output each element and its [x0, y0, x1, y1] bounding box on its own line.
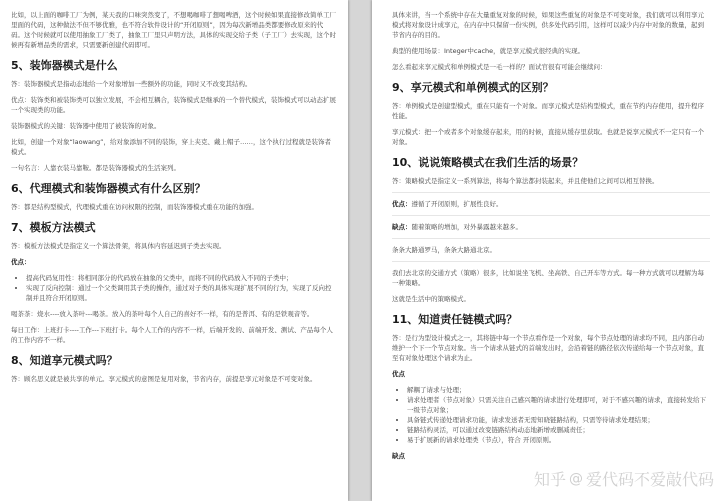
paragraph: 比如，以上面的咖啡工厂为例，某天我的口味突然变了，不想喝咖啡了想喝啤酒，这个时候如果直接修改简单工厂里面的代码，这种做法不但不够优雅，也不符合软件设计的“开闭原则”，因为每次新增品类都要修改原来的代码。这个时候就可以使用抽象工厂类了，抽象工厂里只声明方法，具体的实现交给子类（子工厂）去实现，这个时候再有新增品类的需求，只需要新创建代码即可。: [11, 11, 336, 49]
list-item: • 具备链式传递处理请求功能，请求发送者无需知晓链路结构，只需等待请求处理结果；: [407, 415, 710, 425]
paragraph: 这就是生活中的策略模式。: [392, 295, 470, 303]
section-heading-8: 8、知道享元模式吗？: [11, 354, 118, 367]
list-item: • 提高代码复用性：将相同部分的代码放在抽象的父类中，而将不同的代码放入不同的子类中；: [26, 273, 336, 283]
section-heading-11: 11、知道责任链模式吗？: [392, 313, 518, 326]
advantages-label: 优点：: [11, 258, 31, 266]
watermark-separator: @: [568, 470, 583, 487]
watermark-author: 爱代码不爱敲代码: [585, 470, 714, 489]
watermark: [534, 467, 714, 490]
divider: [392, 238, 710, 239]
paragraph: 缺点：随着策略的增加，对外暴露越来越多。: [392, 223, 522, 231]
page-left: [0, 0, 348, 501]
advantages-label: 优点: [392, 370, 405, 378]
list-item: • 请求处理者（节点对象）只需关注自己感兴趣的请求进行处理即可，对于不感兴趣的请求，直接转发给下一级节点对象；: [407, 395, 710, 415]
paragraph: 答：都是结构型模式，代理模式重在访问权限的控制，而装饰器模式重在功能的加强。: [11, 203, 258, 211]
section-heading-7: 7、模板方法模式: [11, 221, 96, 234]
list-item: • 实现了反向控制：通过一个父类调用其子类的操作，通过对子类的具体实现扩展不同的行为，实现了反向控制并且符合开闭原则。: [26, 283, 336, 303]
paragraph: 典型的使用场景：Integer中cache，就是享元模式很经典的实现。: [392, 47, 585, 55]
paragraph: 答：装饰器模式是指动态地给一个对象增加一些额外的功能，同时又不改变其结构。: [11, 80, 252, 88]
paragraph: 答：是行为型设计模式之一，其将链中每一个节点看作是一个对象，每个节点处理的请求均不同，且内部自动维护一个下一个节点对象。当一个请求从链式的首端发出时，会沿着链的路径依次传递给每一个节点对象，直至有对象处理这个请求为止。: [392, 334, 704, 362]
paragraph: 答：模板方法模式是指定义一个算法骨架，将具体内容延迟到子类去实现。: [11, 242, 226, 250]
watermark-platform: 知乎: [533, 470, 566, 489]
page-right: [372, 0, 720, 501]
divider: [392, 261, 710, 262]
advantages-list: [11, 273, 336, 303]
paragraph: 怎么看起来享元模式和单例模式是一毛一样的？面试官很有可能会继续问：: [392, 63, 607, 71]
list-item: • 解耦了请求与处理；: [407, 385, 710, 395]
paragraph: 一句名言：人靠衣装马靠鞍。都是装饰器模式的生活案列。: [11, 164, 180, 172]
paragraph: 比如，创建一个对象“laowang”，给对象添加不同的装饰，穿上夹克、戴上帽子……，这个执行过程就是装饰者模式。: [11, 138, 332, 156]
divider: [392, 192, 710, 193]
paragraph: 具体来讲，当一个系统中存在大量重复对象的时候，如果这些重复的对象是不可变对象，我们就可以利用享元模式将对象设计成享元，在内存中只保留一份实例，供多处代码引用，这样可以减少内存中对象的数量，起到节省内存的目的。: [392, 11, 704, 39]
section-heading-10: 10、说说策略模式在我们生活的场景？: [392, 156, 584, 169]
paragraph: 优点：装饰类和被装饰类可以独立发展，不会相互耦合，装饰模式是继承的一个替代模式，装饰模式可以动态扩展一个实现类的功能。: [11, 96, 336, 114]
section-heading-9: 9、享元模式和单例模式的区别？: [392, 81, 554, 94]
paragraph: 优点：遵循了开闭原则，扩展性良好。: [392, 200, 503, 208]
paragraph: 答：顾名思义就是被共享的单元。享元模式的意图是复用对象，节省内存，前提是享元对象是不可变对象。: [11, 375, 317, 383]
paragraph: 喝茶茶：烧水----放入茶叶---喝茶。放入的茶叶每个人自己的喜好不一样，有的是普洱、有的是铁观音等。: [11, 310, 314, 318]
paragraph: 装饰器模式的关键：装饰器中使用了被装饰的对象。: [11, 122, 161, 130]
paragraph: 答：单例模式是创建型模式，重在只能有一个对象。而享元模式是结构型模式，重在节约内存使用，提升程序性能。: [392, 102, 704, 120]
list-item: • 链路结构灵活，可以通过改变链路结构动态地新增或删减责任；: [407, 425, 710, 435]
disadvantages-label: 缺点: [392, 452, 405, 460]
paragraph: 享元模式：把一个或者多个对象缓存起来，用的时候，直接从缓存里获取。也就是说享元模式不一定只有一个对象。: [392, 128, 704, 146]
paragraph: 条条大路通罗马，条条大路通北京。: [392, 246, 496, 254]
section-heading-6: 6、代理模式和装饰器模式有什么区别？: [11, 182, 206, 195]
advantages-list: [392, 385, 710, 445]
divider: [392, 215, 710, 216]
list-item: • 易于扩展新的请求处理类（节点），符合 开闭原则。: [407, 435, 710, 445]
paragraph: 我们去北京的交通方式（策略）很多，比如说坐飞机、坐高铁、自己开车等方式。每一种方式就可以理解为每一种策略。: [392, 269, 704, 287]
section-heading-5: 5、装饰器模式是什么: [11, 59, 118, 72]
paragraph: 答：策略模式是指定义一系列算法，将每个算法都封装起来，并且使他们之间可以相互替换。: [392, 177, 659, 185]
paragraph: 每日工作：上班打卡----工作---下班打卡。每个人工作的内容不一样，后端开发的、前端开发、测试、产品每个人的工作内容不一样。: [11, 326, 333, 344]
